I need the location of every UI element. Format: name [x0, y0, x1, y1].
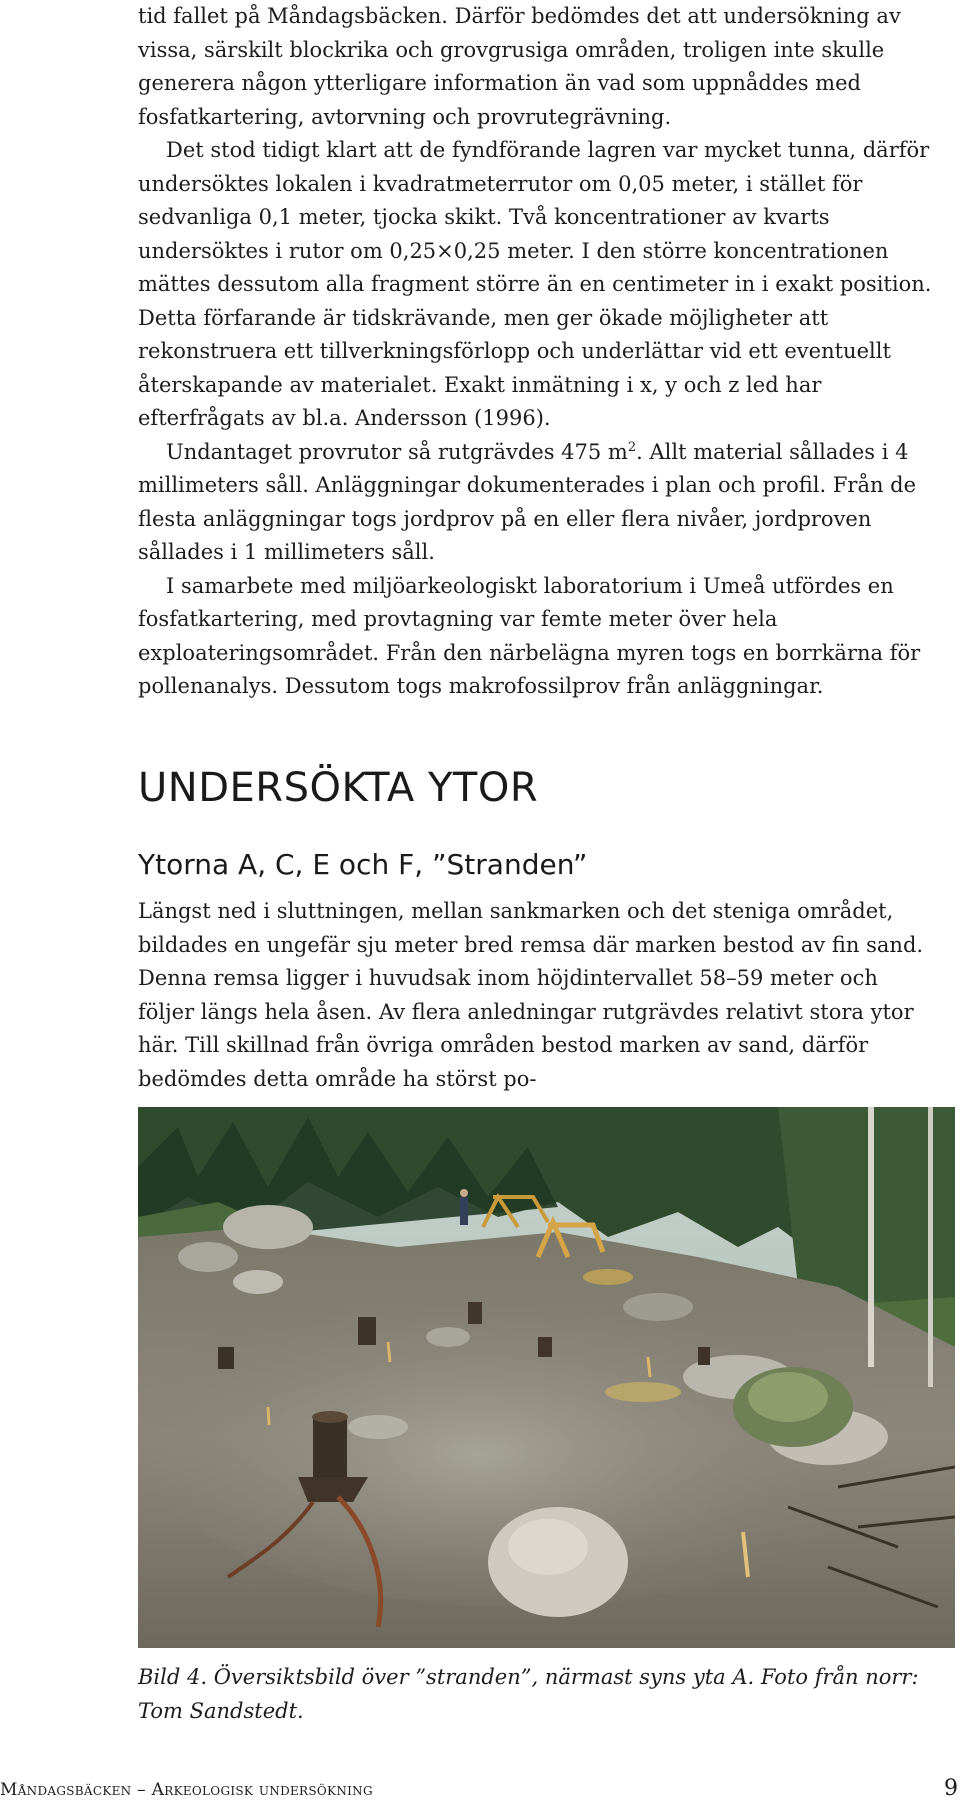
- running-title: Måndagsbäcken – Arkeologisk undersökning: [0, 1780, 373, 1800]
- paragraph-3-end: . Allt material sållades i 4 millimeters såll. Anläggningar dokumenterades i plan och profil. Från de flesta anläggningar togs jordprov på en eller flera nivåer, jordproven sållades i 1 millimeters såll.: [138, 439, 917, 564]
- paragraph-1: tid fallet på Måndagsbäcken. Därför bedömdes det att undersökning av vissa, särskilt blockrika och grovgrusiga områden, troligen inte skulle generera någon ytterligare information än vad som uppnåddes med fosfatkartering, avtorvning och provrutegrävning.: [138, 4, 901, 129]
- figure-caption: Bild 4. Översiktsbild över ”stranden”, närmast syns yta A. Foto från norr: Tom Sandstedt.: [138, 1665, 919, 1723]
- excavation-photo: [138, 1107, 955, 1648]
- paragraph-2: Det stod tidigt klart att de fyndförande lagren var mycket tunna, därför undersöktes lokalen i kvadratmeterrutor om 0,05 meter, i stället för sedvanliga 0,1 meter, tjocka skikt. Två koncentrationer av kvarts undersöktes i rutor om 0,25×0,25 meter. I den större koncentrationen mättes dessutom alla fragment större än en centimeter in i exakt position. Detta förfarande är tidskrävande, men ger ökade möjligheter att rekonstruera ett tillverkningsförlopp och underlättar vid ett eventuellt återskapande av materialet. Exakt inmätning i x, y och z led har efterfrågats av bl.a. Andersson (1996).: [138, 138, 932, 430]
- intro-text: [138, 0, 938, 704]
- paragraph-3-start: Undantaget provrutor så rutgrävdes 475 m: [166, 439, 628, 464]
- page-number: 9: [944, 1776, 958, 1801]
- section-subheading: Ytorna A, C, E och F, ”Stranden”: [138, 848, 588, 881]
- superscript-2: 2: [627, 439, 637, 455]
- paragraph-4: I samarbete med miljöarkeologiskt laboratorium i Umeå utfördes en fosfatkartering, med provtagning var femte meter över hela exploateringsområdet. Från den närbelägna myren togs en borrkärna för pollenanalys. Dessutom togs makrofossilprov från anläggningar.: [138, 573, 921, 698]
- section-heading: UNDERSÖKTA YTOR: [138, 765, 539, 811]
- page-footer: [0, 1776, 960, 1808]
- section-text: [138, 895, 938, 1096]
- paragraph-3: [138, 436, 938, 570]
- section-paragraph: Längst ned i sluttningen, mellan sankmarken och det steniga området, bildades en ungefär sju meter bred remsa där marken bestod av fin sand. Denna remsa ligger i huvudsak inom höjdintervallet 58–59 meter och följer längs hela åsen. Av flera anledningar rutgrävdes relativt stora ytor här. Till skillnad från övriga områden bestod marken av sand, därför bedömdes detta område ha störst po-: [138, 899, 924, 1091]
